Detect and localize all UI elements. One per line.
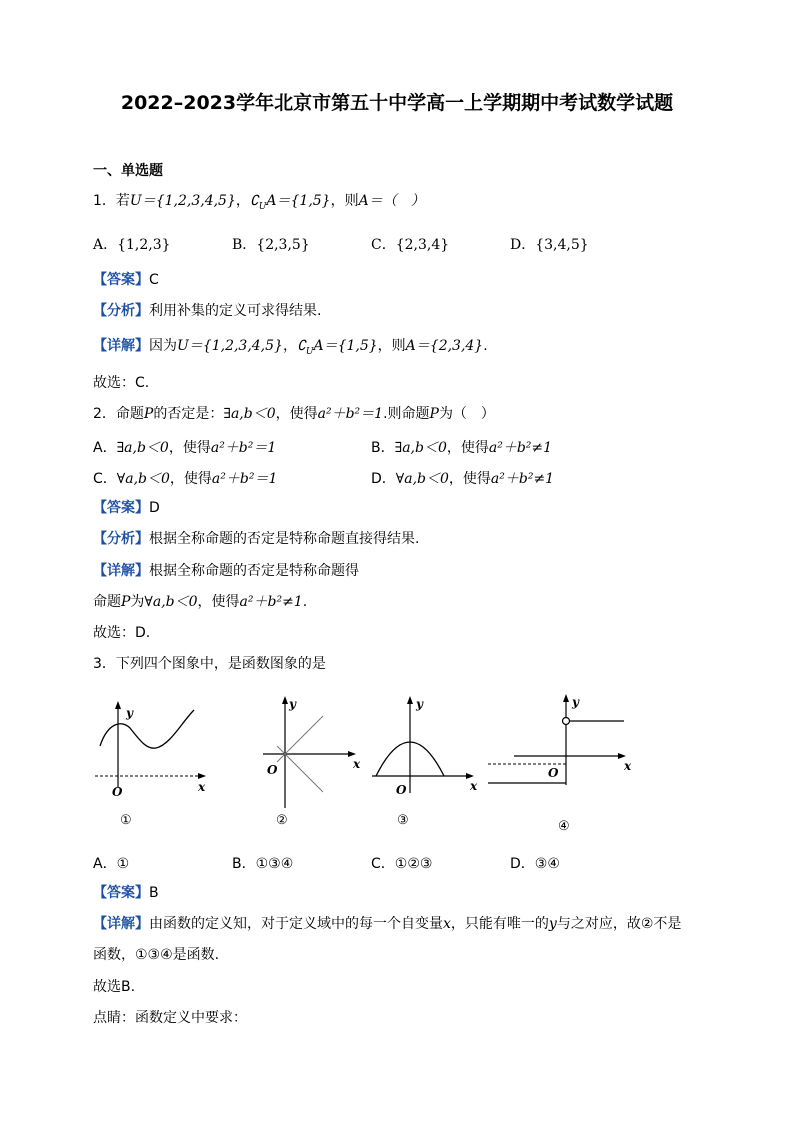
graph-1 <box>90 692 215 837</box>
svg-text:x: x <box>353 757 361 771</box>
svg-text:O: O <box>267 763 278 777</box>
svg-text:x: x <box>624 759 632 773</box>
graph-3 <box>368 688 483 833</box>
detail-tag: 【详解】 <box>93 338 149 354</box>
svg-text:O: O <box>396 783 407 797</box>
q3-detail: 【详解】由函数的定义知，对于定义域中的每一个自变量x，只能有唯一的y与之对应，故②不是 <box>93 916 682 932</box>
q2-option-d: D．∀a,b＜0，使得a²＋b²≠1 <box>371 471 555 487</box>
q2-option-b: B．∃a,b＜0，使得a²＋b²≠1 <box>371 440 553 456</box>
complement-symbol: $∁_U$ <box>249 193 267 212</box>
question-2-stem: 2．命题P的否定是：∃a,b＜0，使得a²＋b²＝1.则命题P为（ ） <box>93 406 495 422</box>
q2-conclusion: 故选：D. <box>93 625 151 641</box>
q1-option-d: D．{3,4,5} <box>510 237 589 253</box>
q3-answer: 【答案】B <box>93 885 159 901</box>
q3-option-d: D．③④ <box>510 856 560 872</box>
svg-text:y: y <box>572 695 579 709</box>
q2-option-c: C．∀a,b＜0，使得a²＋b²＝1 <box>93 471 278 487</box>
q3-option-a: A．① <box>93 856 130 872</box>
q3-option-b: B．①③④ <box>232 856 294 872</box>
q3-detail-line2: 函数，①③④是函数. <box>93 947 220 963</box>
svg-text:y: y <box>126 706 133 720</box>
svg-text:x: x <box>470 779 478 793</box>
question-3-stem: 3．下列四个图象中，是函数图象的是 <box>93 656 326 672</box>
q1-detail: 【详解】因为U＝{1,2,3,4,5}，$∁_UA=\{1,5\}$，则A＝{2,3,4}. <box>93 338 488 357</box>
q3-option-c: C．①②③ <box>371 856 433 872</box>
q1-option-a: A．{1,2,3} <box>93 237 171 253</box>
analysis-tag: 【分析】 <box>93 303 149 319</box>
set-u: U＝{1,2,3,4,5} <box>129 193 236 209</box>
q2-detail: 【详解】根据全称命题的否定是特称命题得 <box>93 563 359 579</box>
q3-note: 点睛：函数定义中要求： <box>93 1010 247 1026</box>
q2-detail-line2: 命题P为∀a,b＜0，使得a²＋b²≠1. <box>93 594 308 610</box>
section-heading: 一、单选题 <box>93 163 163 179</box>
q3-conclusion: 故选B. <box>93 979 136 995</box>
q2-answer: 【答案】D <box>93 500 160 516</box>
page-title: 2022–2023学年北京市第五十中学高一上学期期中考试数学试题 <box>120 92 674 114</box>
q2-analysis: 【分析】根据全称命题的否定是特称命题直接得结果. <box>93 531 420 547</box>
svg-text:x: x <box>198 780 206 794</box>
q1-option-c: C．{2,3,4} <box>371 237 450 253</box>
graph-4-label: ④ <box>558 819 570 834</box>
question-1-stem: 1．若U＝{1,2,3,4,5}，$∁_UA=\{1,5\}$，则A＝（ ） <box>93 193 425 212</box>
graph-2-label: ② <box>276 813 288 828</box>
answer-tag: 【答案】 <box>93 272 149 288</box>
graph-3-label: ③ <box>397 813 409 828</box>
svg-text:O: O <box>112 785 123 799</box>
svg-text:y: y <box>289 697 296 711</box>
q1-answer: 【答案】C <box>93 272 159 288</box>
svg-text:y: y <box>416 697 423 711</box>
graph-2 <box>255 688 370 833</box>
graph-4 <box>484 690 639 835</box>
q1-conclusion: 故选：C. <box>93 375 150 391</box>
q2-option-a: A．∃a,b＜0，使得a²＋b²＝1 <box>93 440 277 456</box>
q1-analysis: 【分析】利用补集的定义可求得结果. <box>93 303 322 319</box>
graph-1-label: ① <box>120 813 132 828</box>
svg-text:O: O <box>548 766 559 780</box>
q1-option-b: B．{2,3,5} <box>232 237 310 253</box>
